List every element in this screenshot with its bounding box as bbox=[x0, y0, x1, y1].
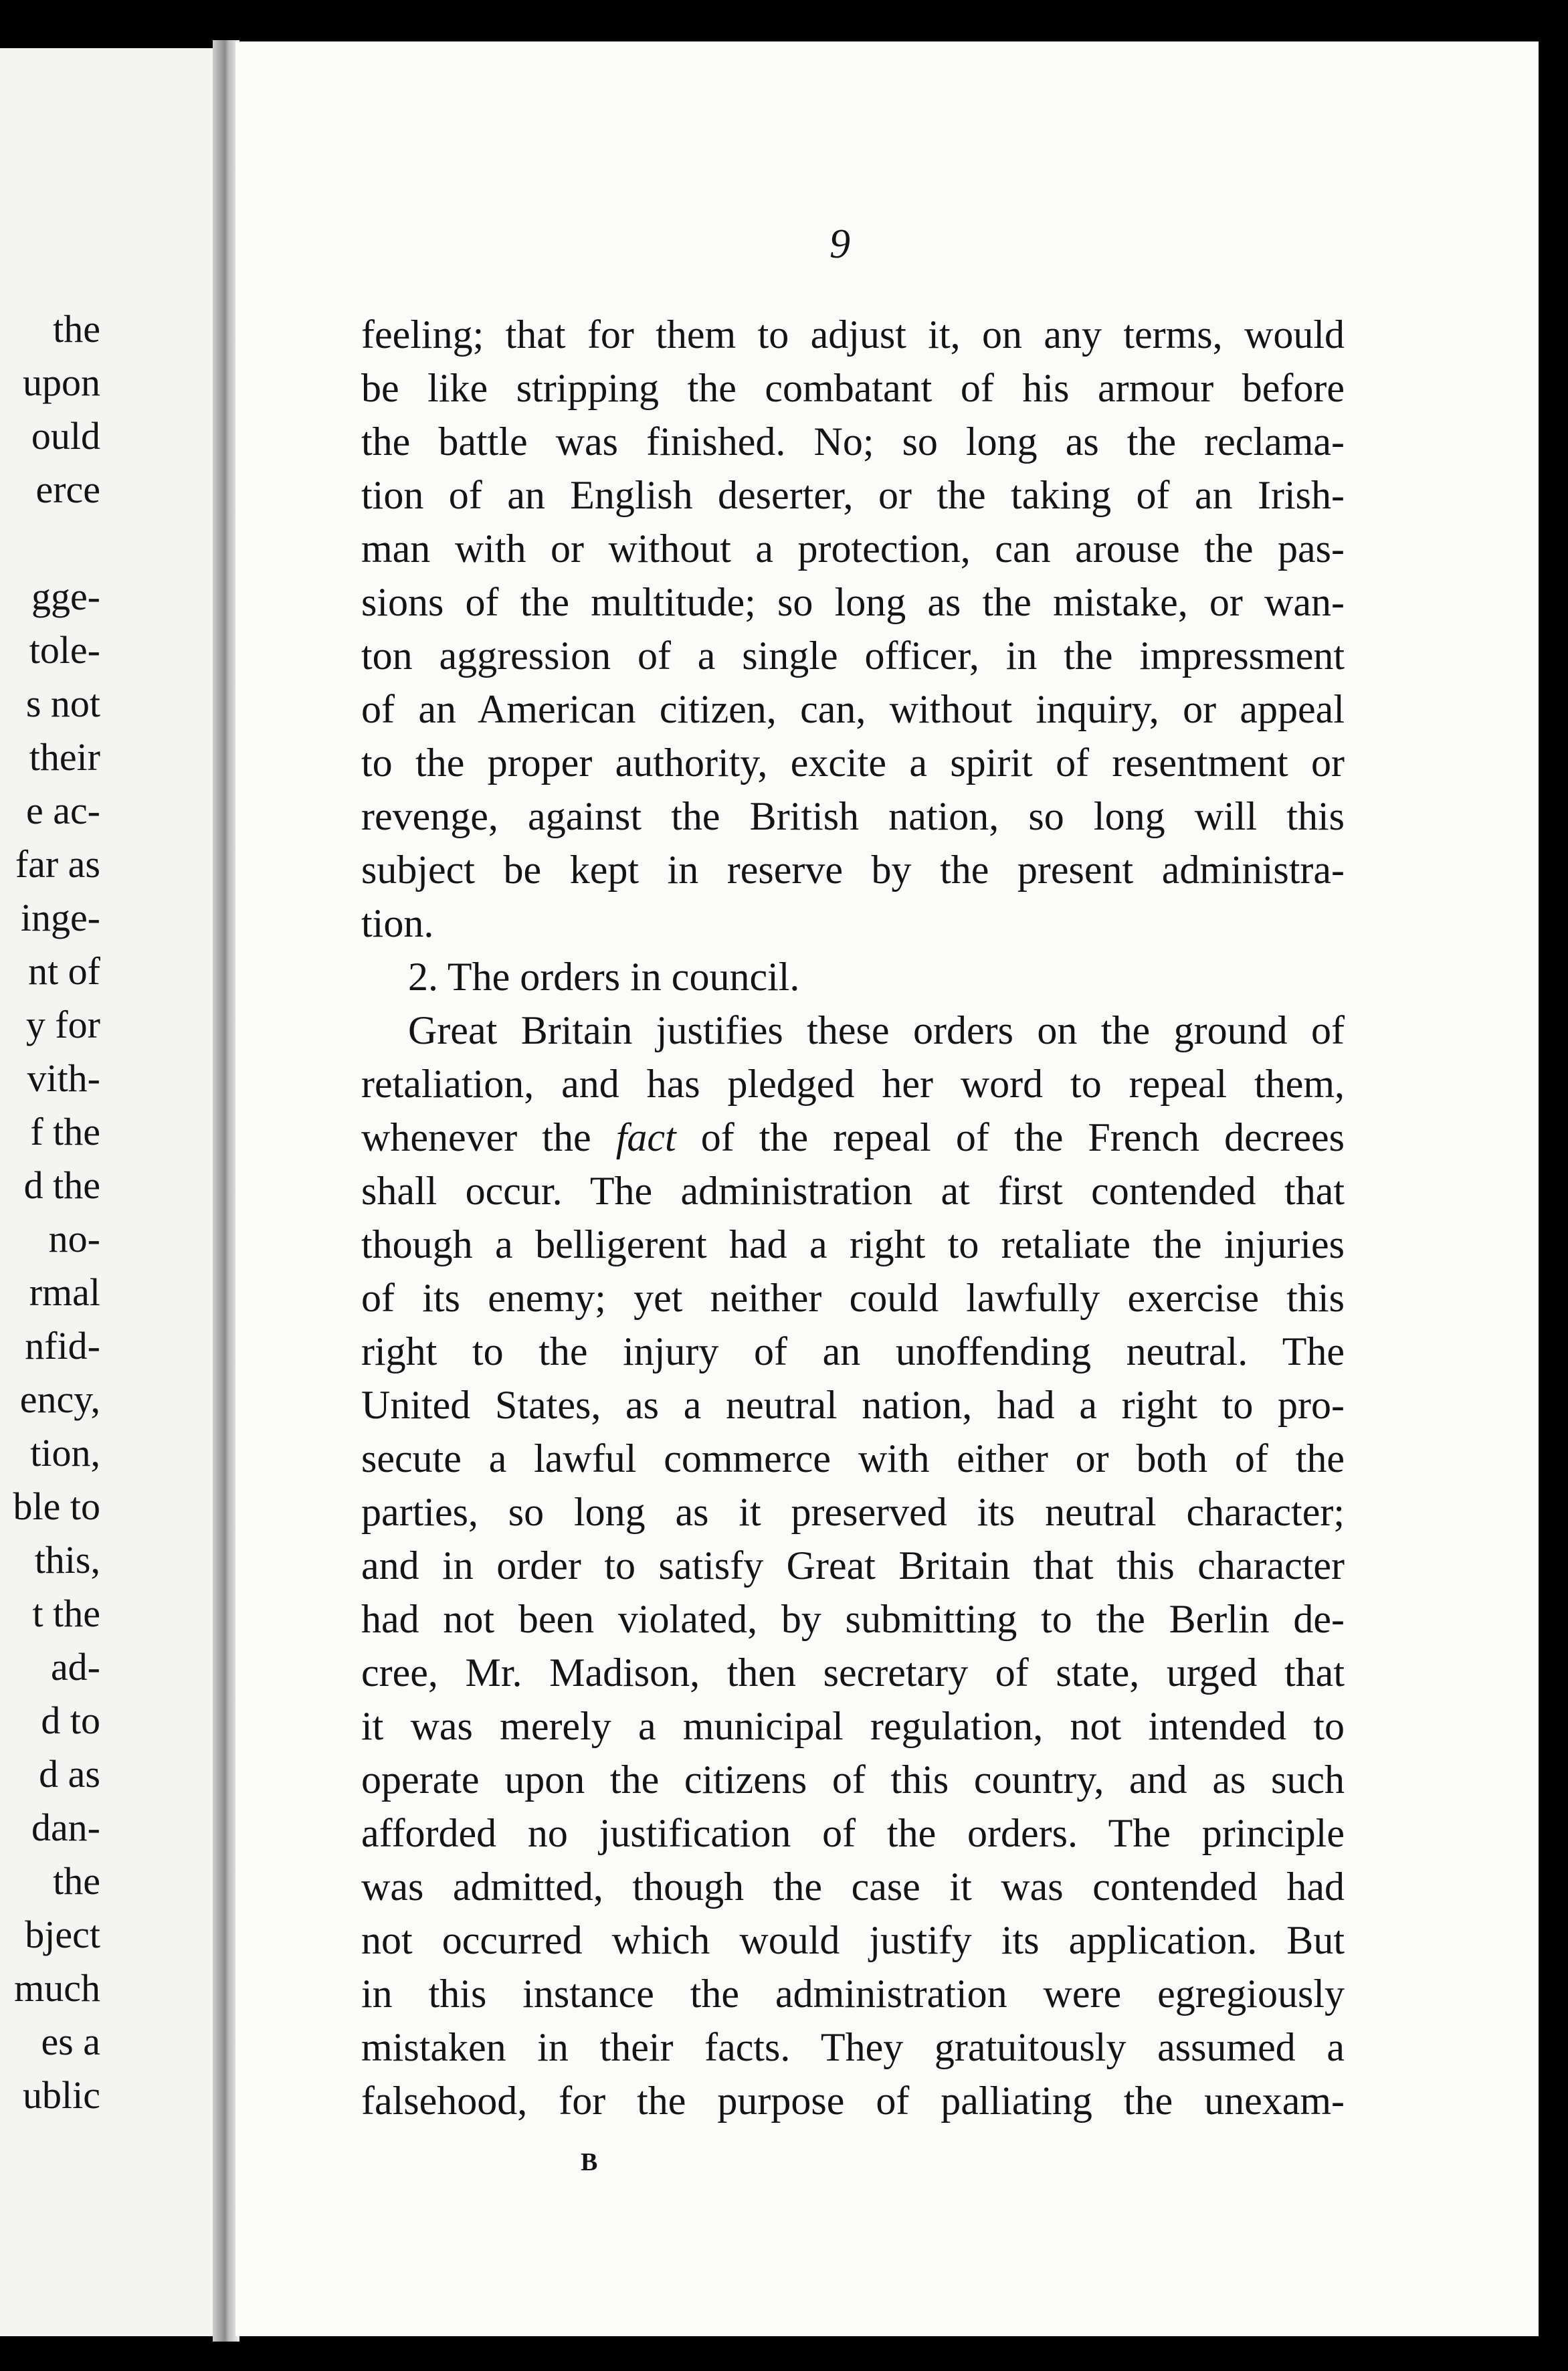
text-line: in this instance the administration were egregiously bbox=[361, 1972, 1345, 2016]
text-line: and in order to satisfy Great Britain that this character bbox=[361, 1543, 1345, 1588]
left-fragment: y for bbox=[25, 1003, 100, 1046]
left-fragment: d to bbox=[41, 1699, 100, 1742]
text-line: whenever the fact of the repeal of the French decrees bbox=[361, 1115, 1345, 1159]
left-fragment: tole- bbox=[29, 628, 100, 672]
left-fragment: t the bbox=[32, 1592, 100, 1635]
left-page-edge bbox=[0, 48, 221, 2336]
left-fragment: this, bbox=[34, 1538, 100, 1582]
text-line: tion. bbox=[361, 901, 434, 945]
left-fragment: erce bbox=[35, 468, 100, 511]
left-fragment: no- bbox=[48, 1217, 100, 1260]
left-fragment: upon bbox=[23, 361, 100, 404]
text-line: it was merely a municipal regulation, not intended to bbox=[361, 1704, 1345, 1748]
text-line: falsehood, for the purpose of palliating the unexam- bbox=[361, 2079, 1345, 2123]
signature-mark: B bbox=[581, 2148, 598, 2176]
left-fragment: tion, bbox=[30, 1431, 100, 1475]
left-fragment: the bbox=[53, 1859, 100, 1903]
text-line: man with or without a protection, can arouse the pas- bbox=[361, 527, 1345, 571]
text-line: be like stripping the combatant of his armour before bbox=[361, 366, 1345, 410]
text-line: afforded no justification of the orders. The principle bbox=[361, 1811, 1345, 1855]
left-fragment: dan- bbox=[31, 1806, 100, 1849]
left-fragment: inge- bbox=[20, 896, 100, 939]
text-line: secute a lawful commerce with either or both of the bbox=[361, 1436, 1345, 1481]
left-fragment: nt of bbox=[28, 949, 100, 993]
left-fragment: s not bbox=[25, 682, 100, 725]
left-fragment: nfid- bbox=[25, 1324, 100, 1367]
left-fragment: much bbox=[14, 1966, 100, 2010]
left-fragment: ad- bbox=[50, 1645, 100, 1689]
left-fragment: d as bbox=[39, 1752, 100, 1796]
text-line: was admitted, though the case it was contended had bbox=[361, 1865, 1345, 1909]
page-number: 9 bbox=[829, 221, 850, 267]
text-line: tion of an English deserter, or the taking of an Irish- bbox=[361, 473, 1345, 517]
text-line: mistaken in their facts. They gratuitously assumed a bbox=[361, 2025, 1345, 2069]
left-fragment: es a bbox=[41, 2020, 100, 2063]
text-line: United States, as a neutral nation, had a right to pro- bbox=[361, 1383, 1345, 1427]
left-fragment: ency, bbox=[19, 1378, 100, 1421]
text-line: subject be kept in reserve by the present administra- bbox=[361, 848, 1345, 892]
text-line: of its enemy; yet neither could lawfully exercise this bbox=[361, 1276, 1345, 1320]
left-fragment: their bbox=[29, 735, 100, 779]
text-line: not occurred which would justify its application. But bbox=[361, 1918, 1345, 1962]
text-line: operate upon the citizens of this country, and as such bbox=[361, 1758, 1345, 1802]
text-line: ton aggression of a single officer, in the impressment bbox=[361, 634, 1345, 678]
left-fragment: ould bbox=[31, 414, 100, 458]
left-fragment: d the bbox=[23, 1163, 100, 1207]
text-line: sions of the multitude; so long as the mistake, or wan- bbox=[361, 580, 1345, 624]
text-line: feeling; that for them to adjust it, on any terms, would bbox=[361, 312, 1345, 357]
left-fragment: the bbox=[53, 307, 100, 351]
text-line: had not been violated, by submitting to the Berlin de- bbox=[361, 1597, 1345, 1641]
emphasis-fact: fact bbox=[615, 1115, 676, 1159]
left-fragment: f the bbox=[30, 1110, 100, 1153]
text-line: revenge, against the British nation, so long will this bbox=[361, 794, 1345, 838]
text-line: cree, Mr. Madison, then secretary of state, urged that bbox=[361, 1650, 1345, 1695]
text-line: retaliation, and has pledged her word to repeal them, bbox=[361, 1062, 1345, 1106]
text-line: to the proper authority, excite a spirit of resentment or bbox=[361, 741, 1345, 785]
text-line: parties, so long as it preserved its neutral character; bbox=[361, 1490, 1345, 1534]
left-fragment: bject bbox=[25, 1913, 100, 1956]
left-fragment: ublic bbox=[23, 2073, 100, 2117]
left-fragment: gge- bbox=[31, 575, 100, 618]
text-line: of an American citizen, can, without inquiry, or appeal bbox=[361, 687, 1345, 731]
text-line: Great Britain justifies these orders on the ground of bbox=[408, 1008, 1345, 1052]
text-line: right to the injury of an unoffending neutral. The bbox=[361, 1329, 1345, 1373]
section-heading: 2. The orders in council. bbox=[408, 955, 800, 999]
left-fragment: e ac- bbox=[25, 789, 100, 832]
left-fragment: ble to bbox=[13, 1485, 100, 1528]
left-fragment: vith- bbox=[27, 1056, 100, 1100]
left-fragment: rmal bbox=[29, 1270, 100, 1314]
left-fragment: far as bbox=[15, 842, 100, 886]
text-line: the battle was finished. No; so long as the reclama- bbox=[361, 419, 1345, 464]
body-text bbox=[361, 308, 1345, 2127]
text-line: though a belligerent had a right to retaliate the injuries bbox=[361, 1222, 1345, 1266]
text-line: shall occur. The administration at first contended that bbox=[361, 1169, 1345, 1213]
